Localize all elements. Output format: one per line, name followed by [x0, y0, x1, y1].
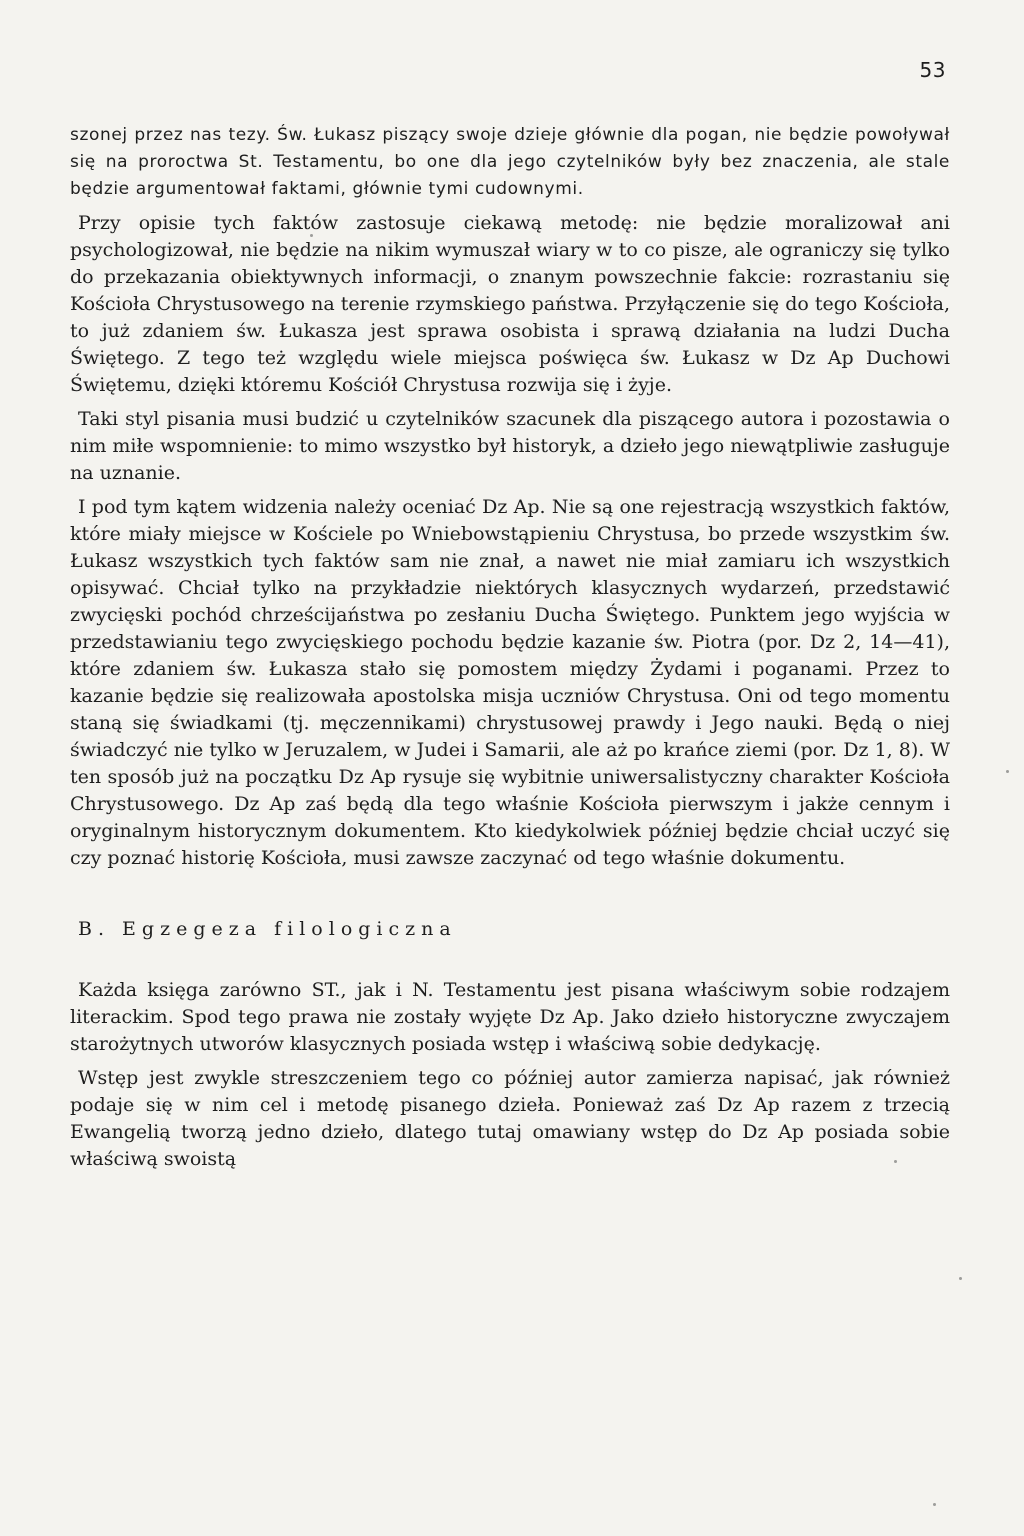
paragraph-2: Przy opisie tych faktów zastosuje ciekawą metodę: nie będzie moralizował ani psychologizował, nie będzie na nikim wymuszał wiary w to co pisze, ale ograniczy się tylko do przekazania obiektywnych informacji, o znanym powszechnie fakcie: rozrastaniu się Kościoła Chrystusowego na terenie rzymskiego państwa. Przyłączenie się do tego Kościoła, to już zdaniem św. Łukasza jest sprawa osobista i sprawą działania na ludzi Ducha Świętego. Z tego też względu wiele miejsca poświęca św. Łukasz w Dz Ap Duchowi Świętemu, dzięki któremu Kościół Chrystusa rozwija się i żyje. — [70, 212, 950, 396]
page-number: 53 — [919, 58, 946, 82]
scan-speck — [959, 1277, 962, 1280]
paragraph-4: I pod tym kątem widzenia należy oceniać Dz Ap. Nie są one rejestracją wszystkich faktów, które miały miejsce w Kościele po Wniebowstąpieniu Chrystusa, bo przede wszystkim św. Łukasz wszystkich tych faktów sam nie znał, a nawet nie miał zamiaru ich wszystkich opisywać. Chciał tylko na przykładzie niektórych klasycznych wydarzeń, przedstawić zwycięski pochód chrześcijaństwa po zesłaniu Ducha Świętego. Punktem jego wyjścia w przedstawianiu tego zwycięskiego pochodu będzie kazanie św. Piotra (por. Dz 2, 14—41), które zdaniem św. Łukasza stało się pomostem między Żydami i poganami. Przez to kazanie będzie się realizowała apostolska misja uczniów Chrystusa. Oni od tego momentu staną się świadkami (tj. męczennikami) chrystusowej prawdy i Jego nauki. Będą o niej świadczyć nie tylko w Jeruzalem, w Judei i Samarii, ale aż po krańce ziemi (por. Dz 1, 8). W ten sposób już na początku Dz Ap rysuje się wybitnie uniwersalistyczny charakter Kościoła Chrystusowego. Dz Ap zaś będą dla tego właśnie Kościoła pierwszym i jakże cennym i oryginalnym historycznym dokumentem. Kto kiedykolwiek później będzie chciał uczyć się czy poznać historię Kościoła, musi zawsze zaczynać od tego właśnie dokumentu. — [70, 496, 950, 869]
paragraph-1: szonej przez nas tezy. Św. Łukasz piszący swoje dzieje głównie dla pogan, nie będzie powoływał się na proroctwa St. Testamentu, bo one dla jego czytelników były bez znaczenia, ale stale będzie argumentował faktami, głównie tymi cudownymi. — [70, 125, 950, 199]
scan-speck — [894, 1160, 897, 1163]
section-paragraph-1: Każda księga zarówno ST., jak i N. Testamentu jest pisana właściwym sobie rodzajem literackim. Spod tego prawa nie zostały wyjęte Dz Ap. Jako dzieło historyczne zwyczajem starożytnych utworów klasycznych posiada wstęp i właściwą sobie dedykację. — [70, 979, 950, 1055]
paragraph-3: Taki styl pisania musi budzić u czytelników szacunek dla piszącego autora i pozostawia o nim miłe wspomnienie: to mimo wszystko był historyk, a dzieło jego niewątpliwie zasługuje na uznanie. — [70, 408, 950, 484]
section-paragraph-2: Wstęp jest zwykle streszczeniem tego co później autor zamierza napisać, jak również podaje się w nim cel i metodę pisanego dzieła. Ponieważ zaś Dz Ap razem z trzecią Ewangelią tworzą jedno dzieło, dlatego tutaj omawiany wstęp do Dz Ap posiada sobie właściwą swoistą — [70, 1067, 950, 1170]
section-heading: B. Egzegeza filologiczna — [78, 918, 457, 940]
page-content — [70, 122, 950, 1173]
scan-speck — [1006, 770, 1009, 773]
scan-speck — [310, 234, 313, 237]
scan-speck — [933, 1503, 936, 1506]
